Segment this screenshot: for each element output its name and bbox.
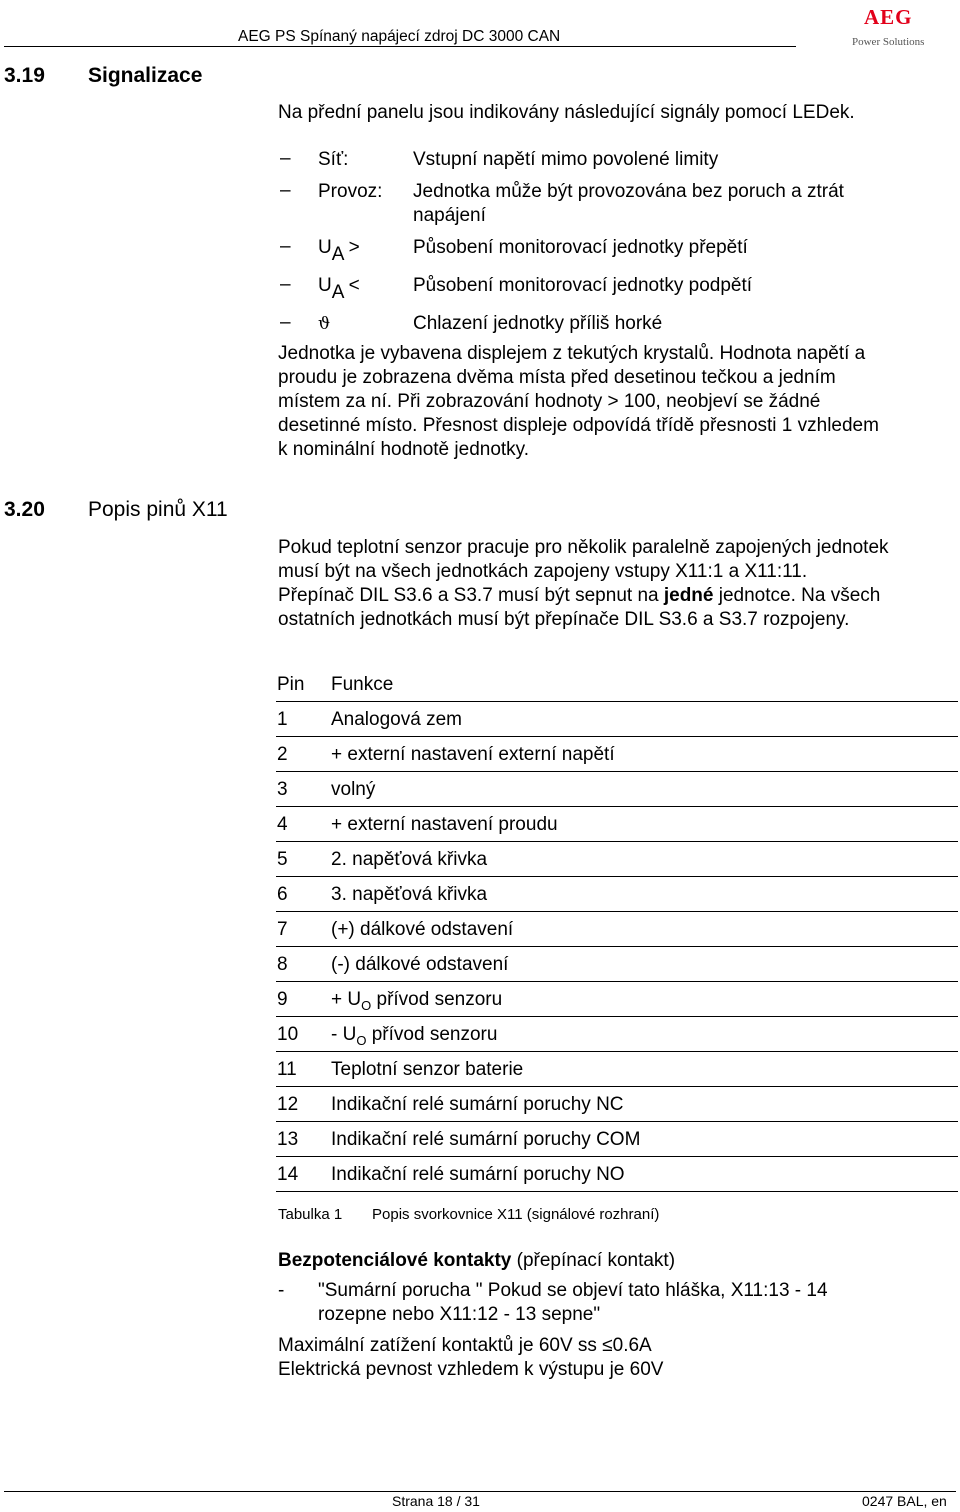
paragraph-line: Jednotka je vybavena displejem z tekutých krystalů. Hodnota napětí a xyxy=(278,343,866,364)
table-row: 2 + externí nastavení externí napětí xyxy=(276,737,958,772)
table-row: 7 (+) dálkové odstavení xyxy=(276,912,958,947)
table-row: 3 volný xyxy=(276,772,958,807)
header-rule xyxy=(4,46,796,47)
signal-text: Chlazení jednotky příliš horké xyxy=(413,313,663,334)
table-caption-label: Tabulka 1 xyxy=(278,1206,343,1223)
table-row: 11 Teplotní senzor baterie xyxy=(276,1052,958,1087)
table-row: 13 Indikační relé sumární poruchy COM xyxy=(276,1122,958,1157)
paragraph-line: proudu je zobrazena dvěma místa před desetinou tečkou a jedním xyxy=(278,367,836,388)
paragraph-line: Pokud teplotní senzor pracuje pro několik paralelně zapojených jednotek xyxy=(278,537,889,558)
list-dash: – xyxy=(280,236,291,257)
section-320-number: 3.20 xyxy=(4,498,45,521)
signal-label: Síť: xyxy=(318,149,349,170)
list-dash: – xyxy=(280,274,291,295)
header-title: AEG PS Spínaný napájecí zdroj DC 3000 CAN xyxy=(238,28,561,45)
document-id: 0247 BAL, en xyxy=(862,1493,947,1509)
list-dash: – xyxy=(280,148,291,169)
paragraph-line: místem za ní. Při zobrazování hodnoty > 100, neobjeví se žádné xyxy=(278,391,821,412)
signal-text: Působení monitorovací jednotky přepětí xyxy=(413,237,748,258)
temperature-symbol: ϑ xyxy=(318,314,331,334)
section-319-title: Signalizace xyxy=(88,64,203,87)
max-load-line: Maximální zatížení kontaktů je 60V ss ≤0.6A xyxy=(278,1335,652,1356)
signal-text-continued: napájení xyxy=(413,205,486,226)
section-320-title: Popis pinů X11 xyxy=(88,498,228,521)
paragraph-line: ostatních jednotkách musí být přepínače DIL S3.6 a S3.7 rozpojeny. xyxy=(278,609,850,630)
signal-text: Vstupní napětí mimo povolené limity xyxy=(413,149,719,170)
signal-label: UA > xyxy=(318,237,360,265)
aeg-logo-subtitle: Power Solutions xyxy=(852,36,925,48)
table-row: 1 Analogová zem xyxy=(276,702,958,737)
signal-label: UA < xyxy=(318,275,360,303)
paragraph-line: desetinné místo. Přesnost displeje odpovídá třídě přesnosti 1 vzhledem xyxy=(278,415,879,436)
table-row: 10 - $U_O$ přívod senzoru xyxy=(276,1017,958,1052)
page-number: Strana 18 / 31 xyxy=(392,1493,480,1509)
table-row: 8 (-) dálkové odstavení xyxy=(276,947,958,982)
table-row: 12 Indikační relé sumární poruchy NC xyxy=(276,1087,958,1122)
table-row: 9 + $U_O$ přívod senzoru xyxy=(276,982,958,1017)
list-dash: – xyxy=(280,312,291,333)
table-row: 14 Indikační relé sumární poruchy NO xyxy=(276,1157,958,1192)
section-319-number: 3.19 xyxy=(4,64,45,87)
contacts-line: rozepne nebo X11:12 - 13 sepne" xyxy=(318,1304,601,1325)
table-caption-text: Popis svorkovnice X11 (signálové rozhraní) xyxy=(372,1206,660,1223)
signal-text: Jednotka může být provozována bez poruch a ztrát xyxy=(413,181,844,202)
table-row: 4 + externí nastavení proudu xyxy=(276,807,958,842)
column-header-pin: Pin xyxy=(277,674,305,695)
table-header-row xyxy=(276,667,958,702)
electric-strength-line: Elektrická pevnost vzhledem k výstupu je 60V xyxy=(278,1359,664,1380)
contacts-heading: Bezpotenciálové kontakty (přepínací kontakt) xyxy=(278,1250,676,1271)
list-dash: – xyxy=(280,180,291,201)
paragraph-line: k nominální hodnotě jednotky. xyxy=(278,439,530,460)
section-319-intro: Na přední panelu jsou indikovány následující signály pomocí LEDek. xyxy=(278,102,855,123)
table-row: 5 2. napěťová křivka xyxy=(276,842,958,877)
signal-text: Působení monitorovací jednotky podpětí xyxy=(413,275,753,296)
contacts-line: "Sumární porucha " Pokud se objeví tato hláška, X11:13 - 14 xyxy=(318,1280,828,1301)
footer-rule xyxy=(4,1491,956,1492)
paragraph-line: Přepínač DIL S3.6 a S3.7 musí být sepnut na jedné jednotce. Na všech xyxy=(278,585,881,606)
table-row: 6 3. napěťová křivka xyxy=(276,877,958,912)
signal-label: Provoz: xyxy=(318,181,383,202)
paragraph-line: musí být na všech jednotkách zapojeny vstupy X11:1 a X11:11. xyxy=(278,561,808,582)
column-header-function: Funkce xyxy=(331,674,394,695)
aeg-logo: AEG xyxy=(864,5,913,29)
contacts-dash: - xyxy=(278,1280,285,1301)
